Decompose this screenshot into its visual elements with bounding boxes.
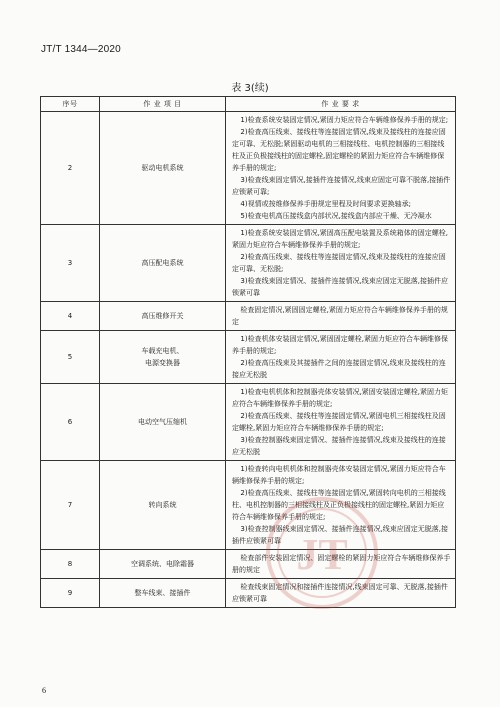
requirement-line: 2)检查高压线束、接线柱等连接固定情况,线束及接线柱的连接应固定可靠、无松脱; <box>232 253 446 273</box>
table-row <box>41 225 456 302</box>
row-item: 电动空气压缩机 <box>100 384 226 461</box>
row-requirements <box>226 112 456 225</box>
row-requirements <box>226 579 456 608</box>
requirement-line: 2)检查高压线束、接线柱等连接固定情况,紧固电机三相接线柱及固定螺栓,紧固力矩应符合车辆维修保养手册的规定; <box>232 412 446 432</box>
table-header-row <box>41 97 456 112</box>
header-no: 序号 <box>41 97 100 112</box>
requirement-line: 检查固定情况,紧固固定螺栓,紧固力矩应符合车辆维修保养手册的规定 <box>232 306 448 326</box>
row-item: 整车线束、接插件 <box>100 579 226 608</box>
row-item: 转向系统 <box>100 461 226 550</box>
requirement-line: 4)视情或按维修保养手册规定里程及时间要求更换轴承; <box>240 200 411 208</box>
row-requirements <box>226 550 456 579</box>
table-row <box>41 384 456 461</box>
row-item: 驱动电机系统 <box>100 112 226 225</box>
row-requirements <box>226 225 456 302</box>
row-item: 车载充电机、 电源变换器 <box>100 331 226 384</box>
maintenance-requirements-table <box>40 96 456 608</box>
table-row <box>41 550 456 579</box>
row-requirements <box>226 302 456 331</box>
requirement-line: 2)检查高压线束及其接插件之间的连接固定情况,线束及接线柱的连接应无松脱 <box>232 359 446 379</box>
row-requirements <box>226 331 456 384</box>
table-row <box>41 331 456 384</box>
requirement-line: 2)检查高压线束、接线柱等连接固定情况,紧固转向电机的三相接线柱、电机控制器的三相接线柱及正负极接线柱的固定螺栓,紧固力矩应符合车辆维修保养手册的规定; <box>232 489 446 521</box>
svg-text:JT: JT <box>296 530 348 579</box>
requirement-line: 1)检查系统安装固定情况,紧固力矩应符合车辆维修保养手册的规定; <box>240 116 449 124</box>
requirement-line: 3)检查控制器线束固定情况、接插件连接情况,线束及接线柱的连接应无松脱 <box>232 436 446 456</box>
requirement-line: 1)检查转向电机机体和控制器壳体安装固定情况,紧固力矩应符合车辆维修保养手册的规定; <box>232 465 446 485</box>
table-row <box>41 461 456 550</box>
requirement-line: 1)检查机体安装固定情况,紧固固定螺栓,紧固力矩应符合车辆维修保养手册的规定; <box>232 335 449 355</box>
requirement-line: 2)检查高压线束、接线柱等连接固定情况,线束及接线柱的连接应固定可靠、无松脱;紧固驱动电机的三相接线柱、电机控制器的三相接线柱及正负极接线柱的固定螺栓,固定螺栓的紧固力矩应符合车辆维修保养手册的规定; <box>232 128 446 172</box>
document-code: JT/T 1344—2020 <box>41 44 121 55</box>
row-number: 5 <box>41 331 100 384</box>
row-number: 9 <box>41 579 100 608</box>
header-requirement: 作 业 要 求 <box>226 97 456 112</box>
requirement-line: 3)检查线束固定情况,接插件连接情况,线束应固定可靠不脱落,接插件应锁紧可靠; <box>232 176 451 196</box>
row-number: 4 <box>41 302 100 331</box>
requirement-line: 检查线束固定情况和接插件连接情况,线束固定可靠、无脱落,接插件应锁紧可靠 <box>232 583 448 603</box>
requirement-line: 检查部件安装固定情况、固定螺栓的紧固力矩应符合车辆维修保养手册的规定 <box>232 554 451 574</box>
row-number: 8 <box>41 550 100 579</box>
table-row <box>41 112 456 225</box>
row-item: 空调系统、电除霜器 <box>100 550 226 579</box>
row-number: 7 <box>41 461 100 550</box>
table-body <box>41 112 456 608</box>
table-title: 表 3(续) <box>231 83 269 94</box>
requirement-line: 1)检查系统安装固定情况,紧固高压配电装置及系统箱体的固定螺栓,紧固力矩应符合车辆维修保养手册的规定; <box>232 229 449 249</box>
row-number: 2 <box>41 112 100 225</box>
row-item: 高压配电系统 <box>100 225 226 302</box>
row-item: 高压维修开关 <box>100 302 226 331</box>
row-requirements <box>226 461 456 550</box>
table-row <box>41 579 456 608</box>
requirement-line: 5)检查电机高压接线盒内部状况,接线盒内部应干燥、无冷凝水 <box>240 212 432 220</box>
requirement-line: 3)检查线束固定情况、接插件连接情况,线束应固定无脱落,接插件应锁紧可靠 <box>232 277 449 297</box>
row-number: 6 <box>41 384 100 461</box>
requirement-line: 1)检查电机机体和控制器壳体安装情况,紧固安装固定螺栓,紧固力矩应符合车辆维修保养手册的规定; <box>232 388 449 408</box>
row-number: 3 <box>41 225 100 302</box>
page-number: 6 <box>42 686 46 695</box>
header-item: 作 业 项 目 <box>100 97 226 112</box>
requirement-line: 3)检查控制器线束固定情况、接插件连接情况,线束应固定无脱落,接插件应锁紧可靠 <box>232 525 449 545</box>
row-requirements <box>226 384 456 461</box>
table-row <box>41 302 456 331</box>
